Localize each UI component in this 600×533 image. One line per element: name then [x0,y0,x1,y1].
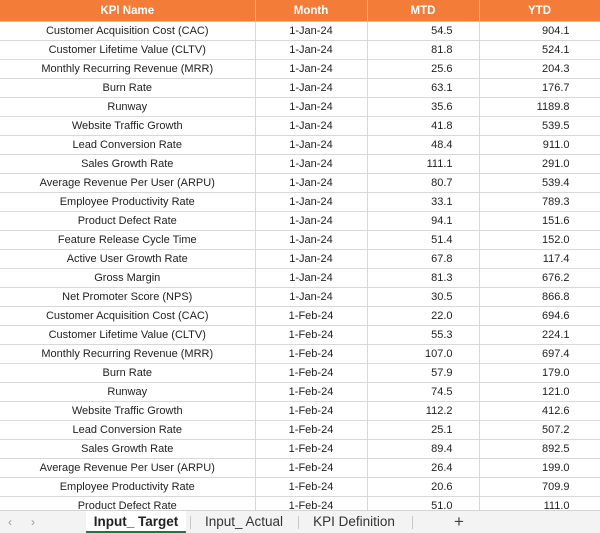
scroll-tabs-right-icon[interactable]: › [31,515,35,529]
cell-ytd[interactable]: 892.5 [479,440,600,459]
cell-kpi-name[interactable]: Runway [0,98,255,117]
cell-month[interactable]: 1-Jan-24 [255,212,367,231]
cell-ytd[interactable]: 904.1 [479,22,600,41]
cell-mtd[interactable]: 51.4 [367,231,479,250]
cell-month[interactable]: 1-Jan-24 [255,79,367,98]
cell-month[interactable]: 1-Feb-24 [255,440,367,459]
cell-month[interactable]: 1-Jan-24 [255,193,367,212]
cell-ytd[interactable]: 789.3 [479,193,600,212]
cell-kpi-name[interactable]: Customer Acquisition Cost (CAC) [0,307,255,326]
table-row [0,136,600,155]
table-row [0,269,600,288]
cell-mtd[interactable]: 25.6 [367,60,479,79]
cell-month[interactable]: 1-Feb-24 [255,364,367,383]
tab-divider [190,516,191,529]
cell-ytd[interactable]: 117.4 [479,250,600,269]
cell-ytd[interactable]: 911.0 [479,136,600,155]
table-row [0,250,600,269]
cell-mtd[interactable]: 25.1 [367,421,479,440]
cell-kpi-name[interactable]: Net Promoter Score (NPS) [0,288,255,307]
cell-month[interactable]: 1-Jan-24 [255,136,367,155]
cell-mtd[interactable]: 81.3 [367,269,479,288]
cell-mtd[interactable]: 26.4 [367,459,479,478]
cell-kpi-name[interactable]: Product Defect Rate [0,212,255,231]
table-row [0,459,600,478]
cell-ytd[interactable]: 539.5 [479,117,600,136]
cell-kpi-name[interactable]: Lead Conversion Rate [0,421,255,440]
table-row [0,478,600,497]
cell-kpi-name[interactable]: Burn Rate [0,79,255,98]
cell-kpi-name[interactable]: Employee Productivity Rate [0,478,255,497]
table-row [0,79,600,98]
cell-kpi-name[interactable]: Sales Growth Rate [0,440,255,459]
cell-mtd[interactable]: 51.0 [367,497,479,511]
cell-month[interactable]: 1-Feb-24 [255,326,367,345]
cell-ytd[interactable]: 866.8 [479,288,600,307]
cell-month[interactable]: 1-Feb-24 [255,307,367,326]
table-row [0,440,600,459]
cell-kpi-name[interactable]: Runway [0,383,255,402]
cell-mtd[interactable]: 57.9 [367,364,479,383]
cell-month[interactable]: 1-Jan-24 [255,117,367,136]
cell-ytd[interactable]: 224.1 [479,326,600,345]
cell-ytd[interactable]: 697.4 [479,345,600,364]
cell-ytd[interactable]: 676.2 [479,269,600,288]
cell-month[interactable]: 1-Feb-24 [255,402,367,421]
table-row [0,117,600,136]
header-row [0,0,600,22]
cell-month[interactable]: 1-Feb-24 [255,459,367,478]
cell-kpi-name[interactable]: Customer Acquisition Cost (CAC) [0,22,255,41]
add-sheet-icon[interactable]: + [454,512,464,531]
tab-divider [298,516,299,529]
cell-month[interactable]: 1-Feb-24 [255,478,367,497]
tab-input-actual[interactable] [194,511,294,533]
cell-ytd[interactable]: 507.2 [479,421,600,440]
table-row [0,421,600,440]
cell-ytd[interactable]: 176.7 [479,79,600,98]
cell-kpi-name[interactable]: Website Traffic Growth [0,117,255,136]
cell-ytd[interactable]: 152.0 [479,231,600,250]
cell-kpi-name[interactable]: Product Defect Rate [0,497,255,511]
cell-ytd[interactable]: 709.9 [479,478,600,497]
table-row [0,41,600,60]
header-month[interactable]: Month [255,0,367,22]
cell-month[interactable]: 1-Jan-24 [255,269,367,288]
tab-label: Input_ Target [93,514,179,529]
cell-mtd[interactable]: 112.2 [367,402,479,421]
cell-mtd[interactable]: 20.6 [367,478,479,497]
cell-kpi-name[interactable]: Feature Release Cycle Time [0,231,255,250]
sheet-tab-bar [0,510,600,533]
cell-ytd[interactable]: 694.6 [479,307,600,326]
cell-mtd[interactable]: 41.8 [367,117,479,136]
header-ytd[interactable]: YTD [479,0,600,22]
cell-mtd[interactable]: 89.4 [367,440,479,459]
cell-ytd[interactable]: 151.6 [479,212,600,231]
cell-kpi-name[interactable]: Lead Conversion Rate [0,136,255,155]
cell-mtd[interactable]: 81.8 [367,41,479,60]
cell-mtd[interactable]: 54.5 [367,22,479,41]
cell-mtd[interactable]: 111.1 [367,155,479,174]
cell-month[interactable]: 1-Feb-24 [255,421,367,440]
table-row [0,98,600,117]
cell-month[interactable]: 1-Feb-24 [255,345,367,364]
cell-month[interactable]: 1-Jan-24 [255,288,367,307]
cell-mtd[interactable]: 67.8 [367,250,479,269]
cell-mtd[interactable]: 35.6 [367,98,479,117]
cell-month[interactable]: 1-Jan-24 [255,231,367,250]
cell-month[interactable]: 1-Feb-24 [255,497,367,511]
table-row [0,364,600,383]
header-mtd[interactable]: MTD [367,0,479,22]
cell-kpi-name[interactable]: Employee Productivity Rate [0,193,255,212]
table-row [0,497,600,511]
tab-divider [412,516,413,529]
cell-month[interactable]: 1-Jan-24 [255,60,367,79]
cell-mtd[interactable]: 107.0 [367,345,479,364]
cell-ytd[interactable]: 199.0 [479,459,600,478]
cell-mtd[interactable]: 94.1 [367,212,479,231]
cell-month[interactable]: 1-Jan-24 [255,22,367,41]
scroll-tabs-left-icon[interactable]: ‹ [8,515,12,529]
cell-ytd[interactable]: 524.1 [479,41,600,60]
cell-kpi-name[interactable]: Customer Lifetime Value (CLTV) [0,41,255,60]
cell-ytd[interactable]: 412.6 [479,402,600,421]
table-row [0,383,600,402]
cell-ytd[interactable]: 204.3 [479,60,600,79]
table-row [0,231,600,250]
cell-mtd[interactable]: 30.5 [367,288,479,307]
cell-kpi-name[interactable]: Monthly Recurring Revenue (MRR) [0,60,255,79]
cell-ytd[interactable]: 111.0 [479,497,600,511]
table-row [0,288,600,307]
cell-mtd[interactable]: 74.5 [367,383,479,402]
cell-mtd[interactable]: 63.1 [367,79,479,98]
cell-kpi-name[interactable]: Burn Rate [0,364,255,383]
cell-ytd[interactable]: 1189.8 [479,98,600,117]
cell-month[interactable]: 1-Jan-24 [255,98,367,117]
cell-ytd[interactable]: 121.0 [479,383,600,402]
header-kpi-name[interactable]: KPI Name [0,0,255,22]
table-row [0,174,600,193]
table-row [0,402,600,421]
cell-ytd[interactable]: 539.4 [479,174,600,193]
cell-kpi-name[interactable]: Average Revenue Per User (ARPU) [0,459,255,478]
cell-mtd[interactable]: 80.7 [367,174,479,193]
table-row [0,212,600,231]
tab-label: Input_ Actual [204,514,284,529]
tab-kpi-definition[interactable] [302,511,406,533]
table-row [0,307,600,326]
cell-ytd[interactable]: 179.0 [479,364,600,383]
table-row [0,155,600,174]
cell-month[interactable]: 1-Jan-24 [255,250,367,269]
cell-mtd[interactable]: 55.3 [367,326,479,345]
cell-kpi-name[interactable]: Average Revenue Per User (ARPU) [0,174,255,193]
cell-mtd[interactable]: 33.1 [367,193,479,212]
cell-mtd[interactable]: 22.0 [367,307,479,326]
table-row [0,193,600,212]
cell-month[interactable]: 1-Jan-24 [255,174,367,193]
cell-month[interactable]: 1-Feb-24 [255,383,367,402]
tab-input-target[interactable] [86,511,186,533]
cell-kpi-name[interactable]: Website Traffic Growth [0,402,255,421]
cell-kpi-name[interactable]: Customer Lifetime Value (CLTV) [0,326,255,345]
cell-kpi-name[interactable]: Active User Growth Rate [0,250,255,269]
table-row [0,345,600,364]
cell-month[interactable]: 1-Jan-24 [255,155,367,174]
cell-month[interactable]: 1-Jan-24 [255,41,367,60]
table-row [0,326,600,345]
cell-kpi-name[interactable]: Monthly Recurring Revenue (MRR) [0,345,255,364]
table-row [0,22,600,41]
cell-kpi-name[interactable]: Gross Margin [0,269,255,288]
table-row [0,60,600,79]
tab-label: KPI Definition [313,514,395,529]
cell-mtd[interactable]: 48.4 [367,136,479,155]
cell-kpi-name[interactable]: Sales Growth Rate [0,155,255,174]
cell-ytd[interactable]: 291.0 [479,155,600,174]
